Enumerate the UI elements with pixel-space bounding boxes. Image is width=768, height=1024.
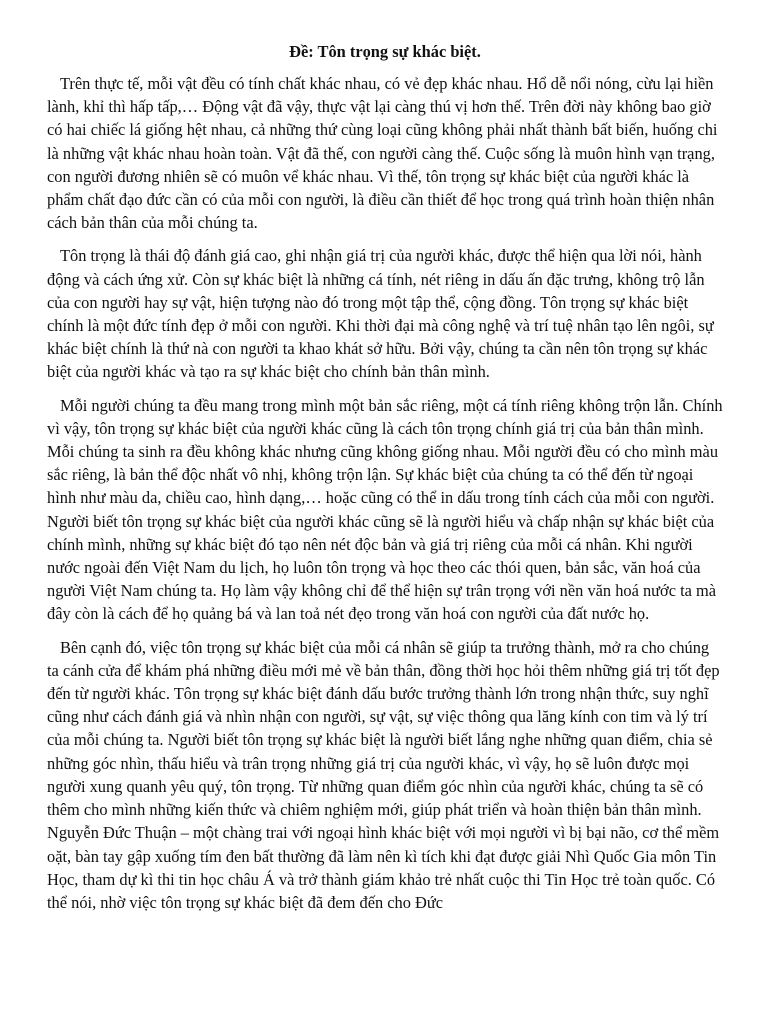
paragraph-3: Mỗi người chúng ta đều mang trong mình một bản sắc riêng, một cá tính riêng không trộn lẫn. Chính vì vậy, tôn trọng sự khác biệt của người khác cũng là cách tôn trọng chính giá trị của bản thân mình. Mỗi chúng ta sinh ra đều không khác nhưng cũng không giống nhau. Mỗi người đều có cho mình màu sắc riêng, là bản thể độc nhất vô nhị, không trộn lận. Sự khác biệt của chúng ta có thể đến từ ngoại hình như màu da, chiều cao, hình dạng,… hoặc cũng có thể in dấu trong tính cách của mỗi con người. Người biết tôn trọng sự khác biệt của người khác cũng sẽ là người hiểu và chấp nhận sự khác biệt của chính mình, những sự khác biệt đó tạo nên nét độc bản và giá trị riêng của mỗi cá nhân. Khi người nước ngoài đến Việt Nam du lịch, họ luôn tôn trọng và học theo các thói quen, bản sắc, văn hoá của người Việt Nam chúng ta. Họ làm vậy không chỉ để thể hiện sự trân trọng với nền văn hoá nước ta mà đây còn là cách để họ quảng bá và lan toả nét đẹo trong văn hoá con người của đất nước họ.	[47, 395, 723, 624]
document-page	[47, 40, 723, 1024]
paragraph-2: Tôn trọng là thái độ đánh giá cao, ghi nhận giá trị của người khác, được thể hiện qua lời nói, hành động và cách ứng xử. Còn sự khác biệt là những cá tính, nét riêng in dấu ấn đặc trưng, không trộ lẫn của con người hay sự vật, hiện tượng nào đó trong một tập thể, cộng đồng. Tôn trọng sự khác biệt chính là một đức tính đẹp ở mỗi con người. Khi thời đại mà công nghệ và trí tuệ nhân tạo lên ngôi, sự khác biệt chính là thứ nà con người ta khao khát sở hữu. Bởi vậy, chúng ta cần nên tôn trọng sự khác biệt của người khác và tạo ra sự khác biệt cho chính bản thân mình.	[47, 246, 714, 382]
document-title: Đề: Tôn trọng sự khác biệt.	[289, 42, 481, 61]
paragraph-1: Trên thực tế, mỗi vật đều có tính chất khác nhau, có vẻ đẹp khác nhau. Hổ dễ nổi nóng, cừu lại hiền lành, khỉ thì hấp tấp,… Động vật đã vậy, thực vật lại càng thú vị hơn thế. Trên đời này không bao giờ có hai chiếc lá giống hệt nhau, cả những thứ cùng loại cũng không phải nhất thành bất biến, huống chi là những vật khác nhau hoàn toàn. Vật đã thế, con người càng thế. Cuộc sống là muôn hình vạn trạng, con người đương nhiên sẽ có muôn vể khác nhau. Vì thế, tôn trọng sự khác biệt của người khác là phẩm chất đạo đức cần có của mỗi con người, là điều cần thiết để học trong quá trình hoàn thiện nhân cách bản thân của mỗi chúng ta.	[47, 74, 718, 233]
paragraph-4: Bên cạnh đó, việc tôn trọng sự khác biệt của mỗi cá nhân sẽ giúp ta trưởng thành, mở ra cho chúng ta cánh cửa để khám phá những điều mới mẻ về bản thân, đồng thời học hỏi thêm những giá trị tốt đẹp đến từ người khác. Tôn trọng sự khác biệt đánh dấu bước trưởng thành lớn trong nhận thức, suy nghĩ cũng như cách đánh giá và nhìn nhận con người, sự vật, sự việc thông qua lăng kính con tim và lý trí của mỗi chúng ta. Người biết tôn trọng sự khác biệt là người biết lắng nghe những quan điểm, chia sẻ những góc nhìn, thấu hiểu và trân trọng những giá trị của người khác, vì vậy, họ sẽ luôn được mọi người xung quanh yêu quý, tôn trọng. Từ những quan điểm góc nhìn của người khác, chúng ta sẽ có thêm cho mình những kiến thức và chiêm nghiệm mới, giúp phát triển và hoàn thiện bản thân mình. Nguyễn Đức Thuận – một chàng trai với ngoại hình khác biệt với mọi người vì bị bại não, cơ thể mềm oặt, bàn tay gập xuống tím đen bất thường đã làm nên kì tích khi đạt được giải Nhì Quốc Gia môn Tin Học, tham dự kì thi tin học châu Á và trở thành giám khảo trẻ nhất cuộc thi Tin Học trẻ toàn quốc. Có thể nói, nhờ việc tôn trọng sự khác biệt đã đem đến cho Đức	[47, 637, 720, 912]
